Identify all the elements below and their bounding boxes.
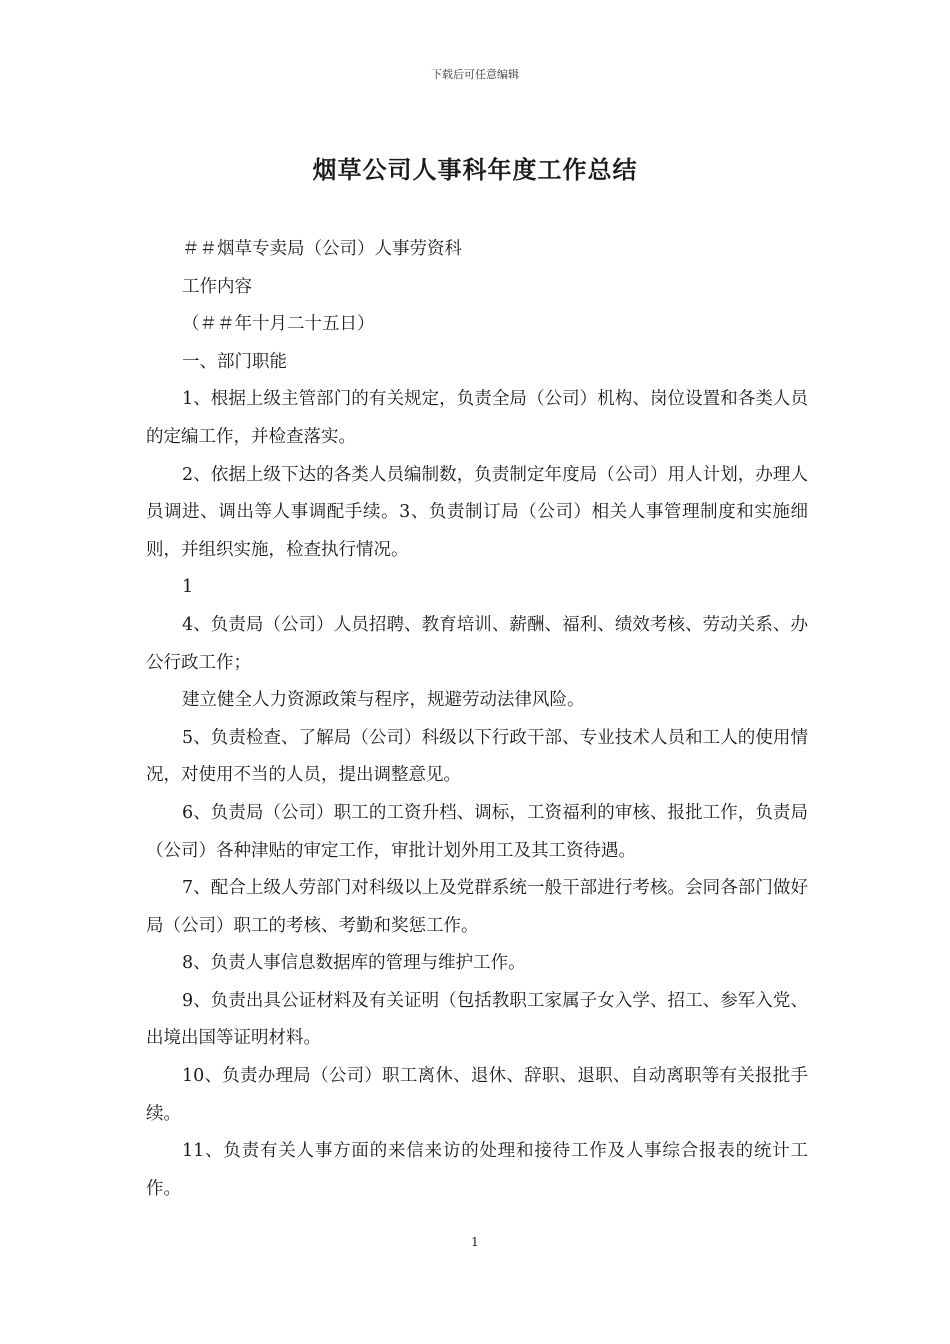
paragraph-date: （＃＃年十月二十五日） [182,314,375,335]
section-heading-functions: 一、部门职能 [182,351,287,372]
paragraph-item-4: 4、负责局（公司）人员招聘、教育培训、薪酬、福利、绩效考核、劳动关系、办公行政工作； [146,614,808,673]
paragraph-work-content: 工作内容 [182,276,252,297]
paragraph-item-11: 11、负责有关人事方面的来信来访的处理和接待工作及人事综合报表的统计工作。 [146,1141,808,1199]
paragraph-item-8: 8、负责人事信息数据库的管理与维护工作。 [182,953,526,974]
paragraph-item-7: 7、配合上级人劳部门对科级以上及党群系统一般干部进行考核。会同各部门做好局（公司）职工的考核、考勤和奖惩工作。 [146,878,808,936]
paragraph-department-name: ＃＃烟草专卖局（公司）人事劳资科 [182,239,462,259]
document-body [146,231,808,1208]
document-title: 烟草公司人事科年度工作总结 [312,155,638,184]
paragraph-item-9: 9、负责出具公证材料及有关证明（包括教职工家属子女入学、招工、参军入党、出境出国等证明材料。 [146,990,808,1049]
paragraph-item-6: 6、负责局（公司）职工的工资升档、调标，工资福利的审核、报批工作，负责局（公司）各种津贴的审定工作，审批计划外用工及其工资待遇。 [146,802,808,861]
page-number: 1 [471,1235,479,1249]
paragraph-item-1: 1、根据上级主管部门的有关规定，负责全局（公司）机构、岗位设置和各类人员的定编工作，并检查落实。 [146,389,808,447]
paragraph-item-2-3: 2、依据上级下达的各类人员编制数，负责制定年度局（公司）用人计划，办理人员调进、调出等人事调配手续。3、负责制订局（公司）相关人事管理制度和实施细则，并组织实施，检查执行情况。 [146,464,808,560]
paragraph-stray-number: 1 [182,577,194,598]
paragraph-item-5: 5、负责检查、了解局（公司）科级以下行政干部、专业技术人员和工人的使用情况，对使用不当的人员，提出调整意见。 [146,727,808,786]
paragraph-item-4-continued: 建立健全人力资源政策与程序，规避劳动法律风险。 [182,690,585,711]
paragraph-item-10: 10、负责办理局（公司）职工离休、退休、辞职、退职、自动离职等有关报批手续。 [146,1066,808,1124]
header-note: 下载后可任意编辑 [431,68,519,81]
